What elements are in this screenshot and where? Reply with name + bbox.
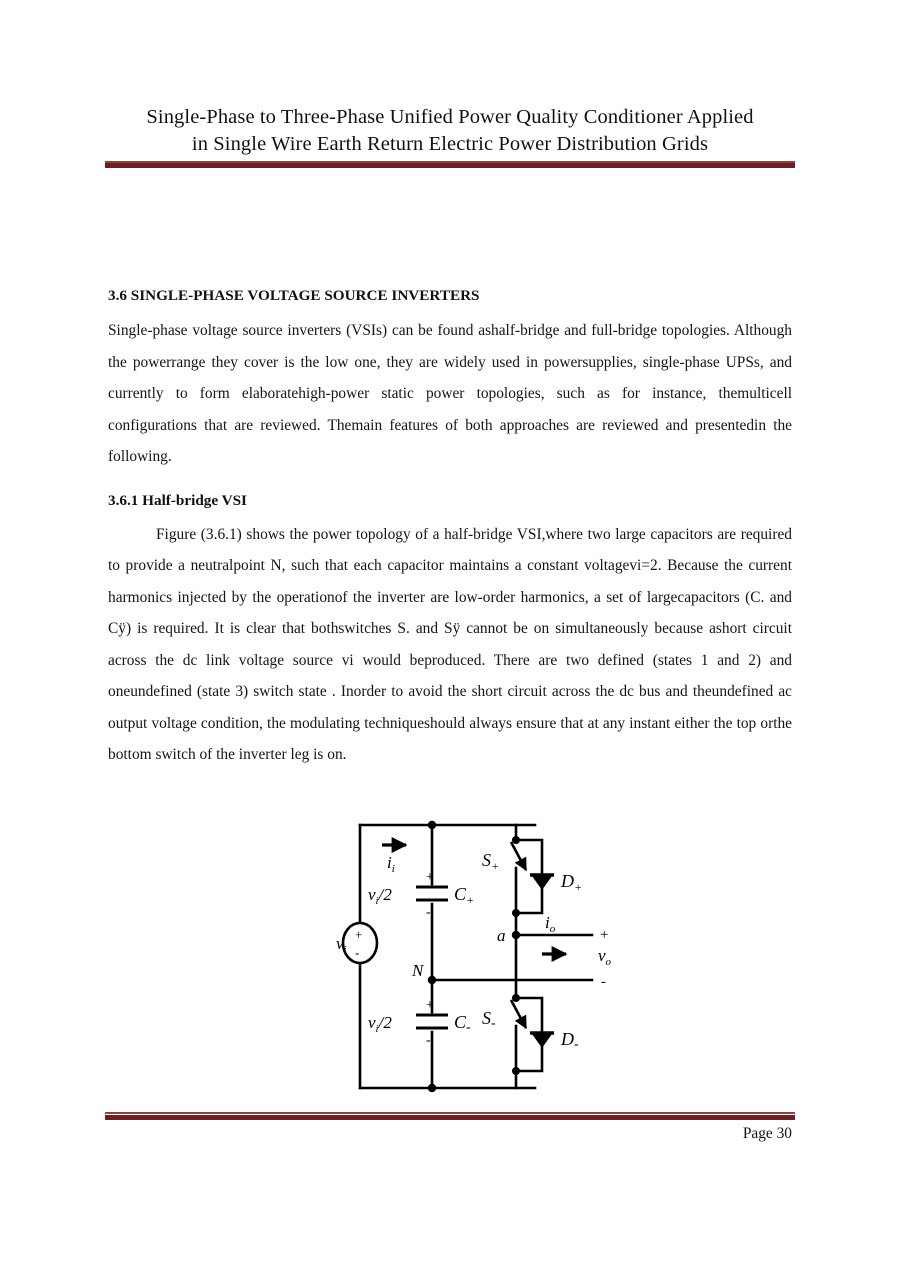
footer-rule-thick-band — [105, 1115, 795, 1120]
diode-top-symbol — [530, 875, 554, 890]
label-cap-top-voltage: $v_i/2$ — [368, 885, 392, 907]
section-heading-3-6: 3.6 SINGLE-PHASE VOLTAGE SOURCE INVERTERS — [108, 287, 480, 304]
output-minus-sign: - — [601, 974, 606, 990]
cap-top-minus-sign: - — [426, 905, 431, 920]
half-bridge-vsi-circuit-figure — [330, 808, 630, 1103]
label-neutral-node: N — [412, 961, 424, 980]
label-capacitor-bottom: C- — [454, 1012, 471, 1035]
capacitor-top-plates — [416, 887, 448, 900]
cap-bottom-minus-sign: - — [426, 1033, 431, 1048]
cap-top-plus-sign: + — [426, 870, 434, 885]
label-capacitor-top: $C_+$ — [454, 884, 475, 907]
circuit-wires — [360, 825, 592, 1088]
diode-bottom-symbol — [530, 1033, 554, 1048]
header-rule-thick-band — [105, 163, 795, 168]
switch-top-blade — [511, 842, 526, 870]
section-heading-3-6-1: 3.6.1 Half-bridge VSI — [108, 491, 247, 509]
footer-divider-rule — [105, 1112, 795, 1120]
label-diode-bottom: D- — [561, 1029, 579, 1052]
source-minus-sign: - — [355, 945, 360, 960]
capacitor-bottom-plates — [416, 1015, 448, 1028]
label-output-current: $i_o$ — [545, 913, 556, 935]
label-source-voltage: $v_i$ — [336, 934, 347, 956]
section-paragraph-3-6: Single-phase voltage source inverters (VSIs) can be found ashalf-bridge and full-bridge topologies. Although the powerrange they cover is the low one, they are widely used in powersupplies, single-phase UPSs, and currently to form elaboratehigh-power static power topologies, such as for instance, themulticell configurations that are reviewed. Themain features of both approaches are reviewed and presentedin the following. — [108, 322, 792, 465]
label-output-node: a — [497, 926, 506, 945]
cap-bottom-plus-sign: + — [426, 998, 434, 1013]
section-paragraph-3-6-1: Figure (3.6.1) shows the power topology of a half-bridge VSI,where two large capacitors are required to provide a neutralpoint N, such that each capacitor maintains a constant voltagevi=2. Because the current harmonics injected by the operationof the inverter are low-order harmonics, a set of largecapacitors (C. and Cÿ) is required. It is clear that bothswitches S. and Sÿ cannot be on simultaneously because ashort circuit across the dc link voltage source vi would beproduced. There are two defined (states 1 and 2) and oneundefined (state 3) switch state . Inorder to avoid the short circuit across the dc bus and theundefined ac output voltage condition, the modulating techniqueshould always ensure that at any instant either the top orthe bottom switch of the inverter leg is on. — [108, 525, 792, 763]
header-title-line-2: in Single Wire Earth Return Electric Power Distribution Grids — [191, 133, 709, 155]
label-input-current: $i_i$ — [387, 853, 395, 875]
label-diode-top: $D_+$ — [561, 871, 583, 894]
label-switch-bottom: S- — [482, 1008, 496, 1031]
footer-rule-thin-band — [105, 1112, 795, 1114]
label-cap-bottom-voltage: $v_i/2$ — [368, 1013, 392, 1035]
footer-page-number: Page 30 — [742, 1125, 792, 1142]
output-plus-sign: + — [600, 927, 609, 943]
page-header — [108, 104, 792, 158]
header-title-line-1: Single-Phase to Three-Phase Unified Power Quality Conditioner Applied — [146, 106, 754, 128]
page-body — [108, 286, 792, 771]
circuit-diagram-svg — [330, 808, 630, 1103]
circuit-junction-dots — [428, 821, 520, 1092]
label-switch-top: $S_+$ — [482, 850, 500, 873]
label-output-voltage: $v_o$ — [598, 946, 612, 968]
header-divider-rule — [105, 161, 795, 168]
source-plus-sign: + — [355, 927, 363, 942]
switch-bottom-blade — [511, 1000, 526, 1028]
